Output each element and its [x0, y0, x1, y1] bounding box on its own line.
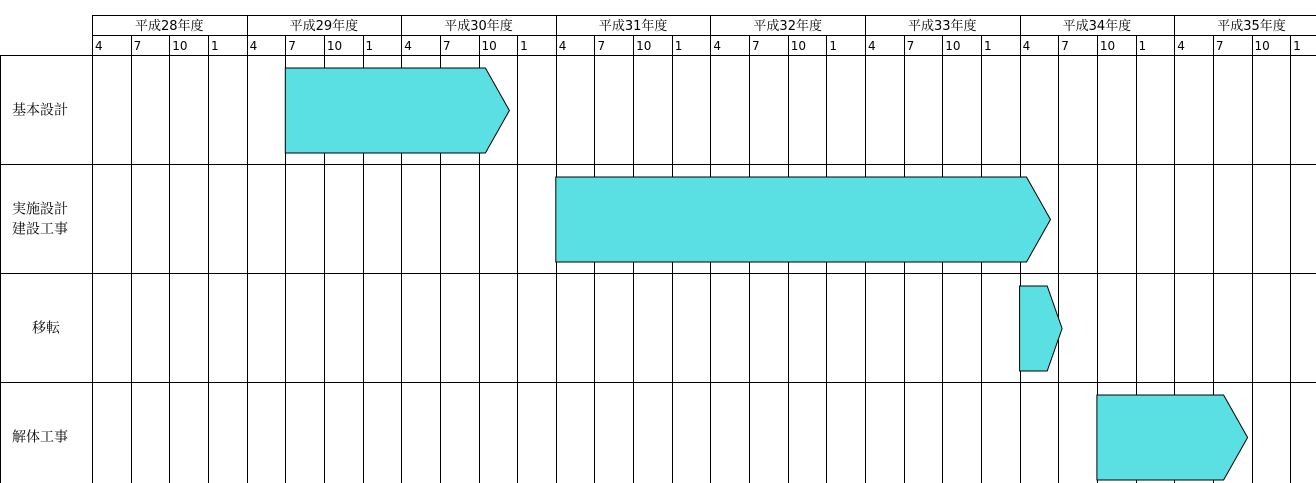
quarter-label: 10	[326, 39, 343, 53]
task-bar	[285, 68, 509, 153]
quarter-label: 4	[558, 39, 567, 53]
year-label: 平成32年度	[753, 19, 822, 34]
quarter-label: 1	[520, 39, 528, 53]
quarter-label: 10	[172, 39, 188, 53]
quarter-label: 4	[1177, 39, 1185, 53]
quarter-label: 4	[404, 39, 412, 53]
quarter-label: 7	[442, 39, 451, 53]
task-label: 建設工事	[12, 221, 68, 238]
quarter-label: 1	[674, 39, 683, 53]
quarter-label: 10	[1099, 39, 1116, 53]
quarter-label: 10	[1254, 39, 1270, 53]
year-label: 平成28年度	[135, 19, 204, 34]
quarter-label: 4	[1022, 39, 1031, 53]
task-label: 解体工事	[12, 429, 68, 446]
quarter-label: 1	[983, 39, 992, 53]
task-bar	[1020, 286, 1063, 371]
quarter-label: 7	[133, 39, 142, 53]
quarter-label: 7	[597, 39, 606, 53]
quarter-label: 7	[752, 39, 760, 53]
quarter-label: 4	[249, 39, 258, 53]
task-bar	[1097, 395, 1248, 480]
quarter-label: 1	[1293, 39, 1301, 53]
year-label: 平成29年度	[289, 19, 359, 34]
quarter-label: 1	[365, 39, 374, 53]
quarter-label: 7	[1215, 39, 1224, 53]
quarter-label: 1	[210, 39, 219, 53]
year-label: 平成34年度	[1062, 19, 1132, 34]
quarter-label: 10	[790, 39, 806, 53]
year-label: 平成33年度	[908, 19, 977, 34]
quarter-label: 4	[868, 39, 876, 53]
year-label: 平成30年度	[444, 19, 513, 34]
quarter-label: 10	[481, 39, 497, 53]
task-label: 基本設計	[12, 102, 68, 119]
quarter-label: 7	[906, 39, 915, 53]
quarter-label: 7	[1061, 39, 1069, 53]
year-label: 平成35年度	[1217, 19, 1286, 34]
year-label: 平成31年度	[598, 19, 668, 34]
quarter-label: 10	[636, 39, 652, 53]
quarter-label: 4	[713, 39, 722, 53]
quarter-label: 1	[829, 39, 837, 53]
quarter-label: 10	[945, 39, 961, 53]
task-bar	[556, 177, 1051, 262]
quarter-label: 4	[95, 39, 103, 53]
quarter-label: 1	[1138, 39, 1147, 53]
task-label: 移転	[32, 320, 60, 337]
quarter-label: 7	[288, 39, 296, 53]
task-label: 実施設計	[12, 201, 68, 218]
